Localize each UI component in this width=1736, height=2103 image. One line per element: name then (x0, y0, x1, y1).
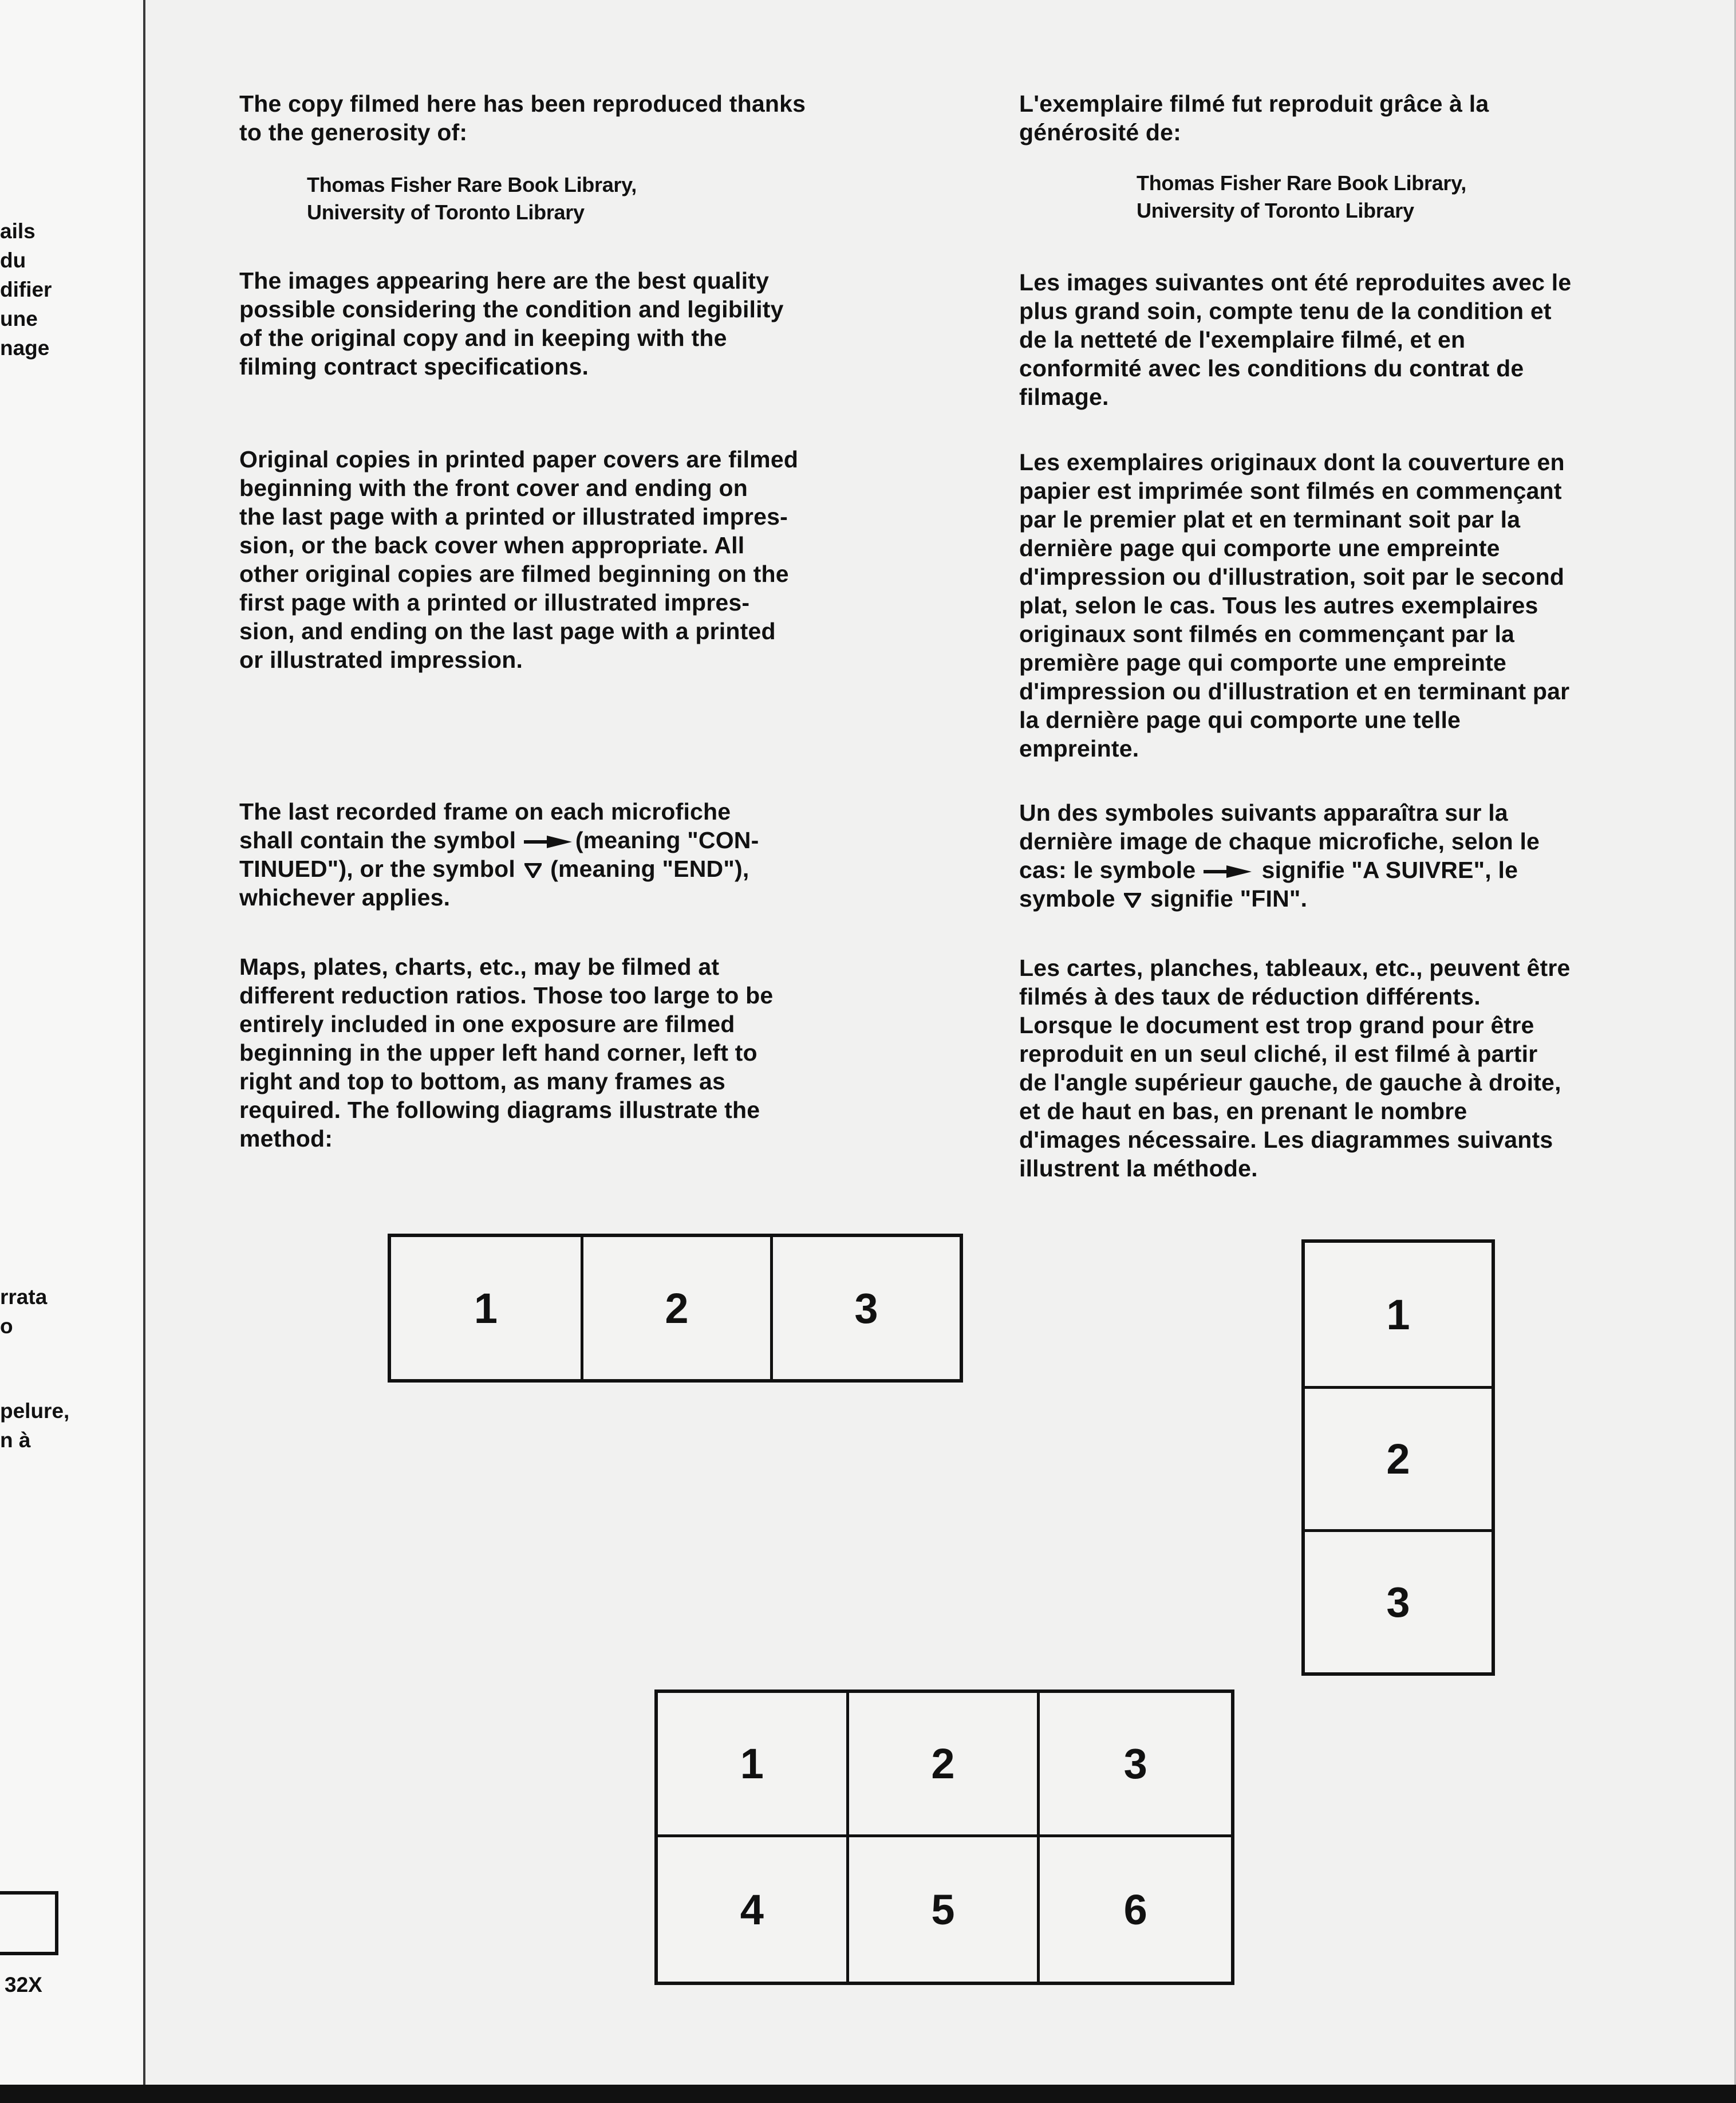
en-quality-paragraph: The images appearing here are the best quality possible considering the condition and legibility of the original copy and in keeping with the filming contract specifications. (239, 267, 784, 380)
reduction-ratio-label: 32X (5, 1973, 42, 1996)
frame-cell: 6 (1123, 1885, 1147, 1933)
fr-symbols-line4b: signifie "FIN". (1150, 885, 1308, 912)
fr-symbols-line1: Un des symboles suivants apparaîtra sur la (1019, 800, 1508, 826)
frame-cell: 1 (474, 1284, 498, 1332)
frame-cell: 5 (849, 1837, 1040, 1982)
frame-cell: 3 (1040, 1693, 1231, 1837)
en-symbols-paragraph (239, 797, 759, 912)
en-symbols-line3b: (meaning "END"), (550, 856, 749, 882)
fr-maps-paragraph: Les cartes, planches, tableaux, etc., peuvent être filmés à des taux de réduction différents. Lorsque le document est trop grand pour être reproduit en un seul cliché, il est filmé à partir de l'angle supérieur gauche, de gauche à droite, et de haut en bas, en prenant le nombre d'images nécessaire. Les diagrammes suivants illustrent la méthode. (1019, 955, 1571, 1182)
arrow-right-icon (1204, 865, 1252, 878)
en-intro: The copy filmed here has been reproduced thanks to the generosity of: (239, 90, 806, 145)
fr-intro: L'exemplaire filmé fut reproduit grâce à la générosité de: (1019, 90, 1489, 145)
triangle-down-icon (524, 863, 542, 878)
fr-credit: Thomas Fisher Rare Book Library, University of Toronto Library (1137, 171, 1466, 222)
adjacent-page-strip (0, 0, 145, 2085)
film-edge-bar (0, 2085, 1736, 2103)
strip-box-outline (0, 1891, 58, 1955)
strip-text-top: ails du difier une nage (0, 219, 52, 360)
en-credit: Thomas Fisher Rare Book Library, University of Toronto Library (307, 173, 637, 224)
fr-symbols-line3b: signifie "A SUIVRE", le (1261, 857, 1518, 883)
fr-originals-paragraph: Les exemplaires originaux dont la couverture en papier est imprimée sont filmés en commençant par le premier plat et en terminant soit par la dernière page qui comporte une empreinte d'impression ou d'illustration, soit par le second plat, selon le cas. Tous les autres exemplaires originaux sont filmés en commençant par la première page qui comporte une empreinte d'impression ou d'illustration et en terminant par la dernière page qui comporte une telle empreinte. (1019, 449, 1570, 762)
fr-symbols-line3a: cas: le symbole (1019, 857, 1196, 883)
en-symbols-line3a: TINUED"), or the symbol (239, 856, 515, 882)
fr-quality-paragraph: Les images suivantes ont été reproduites avec le plus grand soin, compte tenu de la condition et de la netteté de l'exemplaire filmé, et en conformité avec les conditions du contrat de filmage. (1019, 269, 1572, 410)
en-symbols-line2a: shall contain the symbol (239, 827, 516, 853)
frame-cell: 2 (849, 1693, 1040, 1837)
fr-symbols-line4a: symbole (1019, 885, 1115, 912)
frame-cell: 4 (658, 1837, 849, 1982)
en-symbols-line1: The last recorded frame on each microfiche (239, 798, 731, 825)
strip-text-middle: rrata o (0, 1285, 48, 1338)
triangle-down-icon (1124, 893, 1141, 908)
fr-symbols-line2: dernière image de chaque microfiche, selon le (1019, 828, 1540, 854)
diagram-grid-frames (654, 1690, 1234, 1985)
strip-text-lower: pelure, n à (0, 1399, 70, 1452)
diagram-vertical-frames (1301, 1239, 1495, 1676)
frame-cell: 2 (581, 1237, 770, 1379)
diagram-horizontal-frames (388, 1234, 963, 1383)
frame-cell: 3 (770, 1237, 960, 1379)
en-maps-paragraph: Maps, plates, charts, etc., may be filmed at different reduction ratios. Those too large to be entirely included in one exposure are filmed beginning in the upper left hand corner, left to right and top to bottom, as many frames as required. The following diagrams illustrate the method: (239, 954, 774, 1152)
frame-cell: 2 (1305, 1386, 1492, 1529)
frame-cell: 1 (658, 1693, 849, 1837)
frame-cell: 3 (1305, 1529, 1492, 1672)
fr-symbols-paragraph (1019, 798, 1540, 913)
frame-cell: 1 (1386, 1290, 1410, 1338)
arrow-right-icon (524, 836, 572, 848)
en-originals-paragraph: Original copies in printed paper covers are filmed beginning with the front cover and ending on the last page with a printed or illustrated impres- sion, or the back cover when appropriate. All other original copies are filmed beginning on the first page with a printed or illustrated impres- sion, and ending on the last page with a printed or illustrated impression. (239, 446, 799, 673)
en-symbols-line2b: (meaning "CON- (575, 827, 759, 853)
en-symbols-line4: whichever applies. (239, 884, 451, 911)
